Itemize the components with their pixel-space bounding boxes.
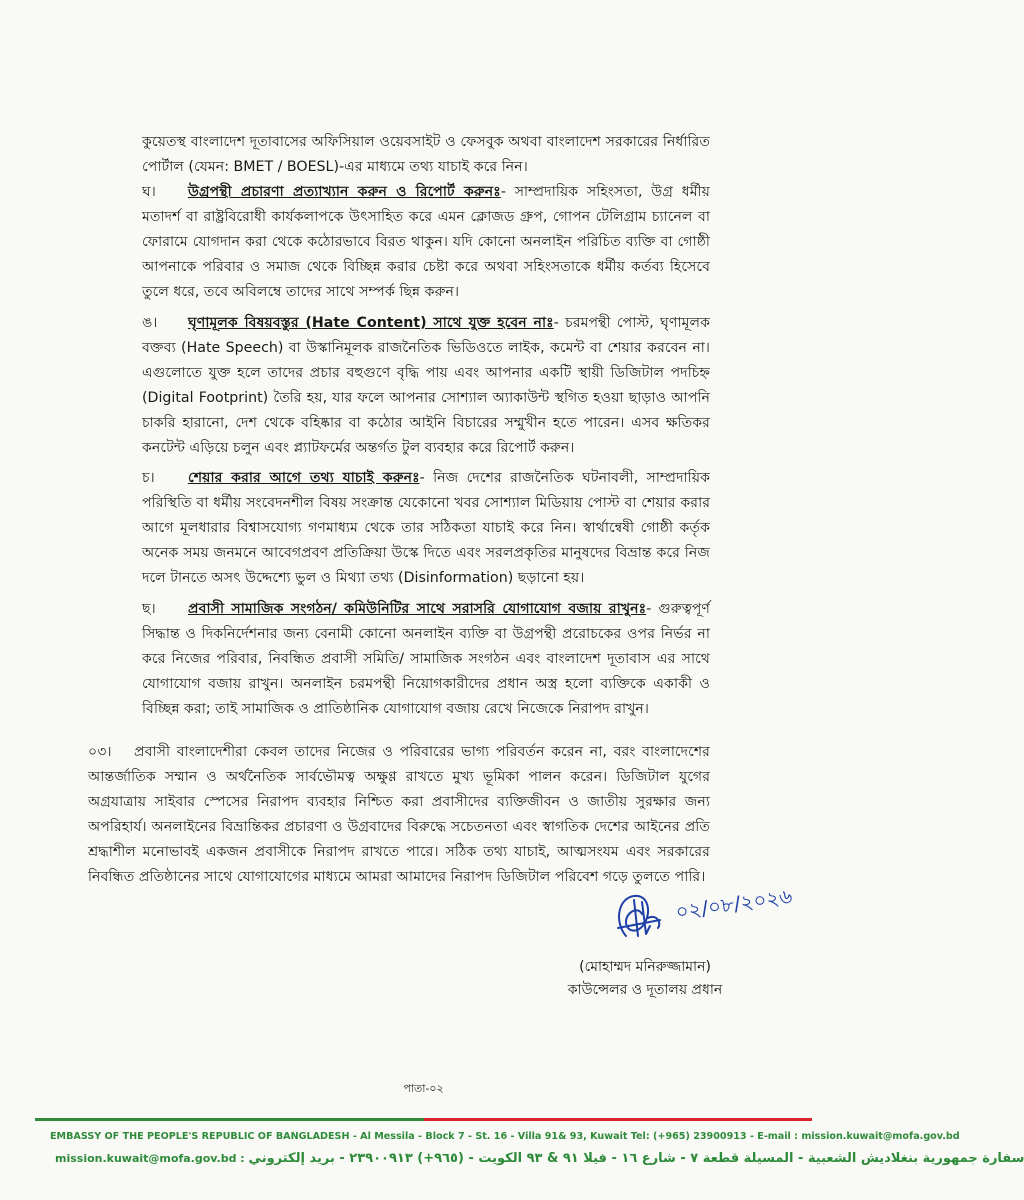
para-03	[88, 740, 710, 890]
intro-continuation	[142, 130, 710, 180]
signatory-name: (মোহাম্মদ মনিরুজ্জামান)	[579, 959, 711, 975]
intro-text: কুয়েতস্থ বাংলাদেশ দূতাবাসের অফিসিয়াল ওয়েবসাইট ও ফেসবুক অথবা বাংলাদেশ সরকারের নির্ধারিত পোর্টাল (যেমন: BMET / BOESL)-এর মাধ্যমে তথ্য যাচাই করে নিন।	[142, 134, 710, 175]
item-cha-marker: চ।	[142, 470, 155, 486]
item-chha-marker: ছ।	[142, 601, 156, 617]
item-cha-text: - নিজ দেশের রাজনৈতিক ঘটনাবলী, সাম্প্রদায়িক পরিস্থিতি বা ধর্মীয় সংবেদনশীল বিষয় সংক্রান্ত যেকোনো খবর সোশ্যাল মিডিয়ায় পোস্ট বা শেয়ার করার আগে মূলধারার বিশ্বাসযোগ্য গণমাধ্যম থেকে তার সঠিকতা যাচাই করে নিন। স্বার্থান্বেষী গোষ্ঠী কর্তৃক অনেক সময় জনমনে আবেগপ্রবণ প্রতিক্রিয়া উস্কে দিতে এবং সরলপ্রকৃতির মানুষদের বিভ্রান্ত করে নিজ দলে টানতে অসৎ উদ্দেশ্যে ভুল ও মিথ্যা তথ্য (Disinformation) ছড়ানো হয়।	[142, 470, 710, 586]
divider-green	[35, 1118, 424, 1121]
item-gha-marker: ঘ।	[142, 184, 156, 200]
item-chha	[142, 597, 710, 722]
footer-divider	[35, 1118, 812, 1121]
item-cha	[142, 466, 710, 591]
item-gha-text: - সাম্প্রদায়িক সহিংসতা, উগ্র ধর্মীয় মতাদর্শ বা রাষ্ট্রবিরোধী কার্যকলাপকে উৎসাহিত করে এমন ক্লোজড গ্রুপ, গোপন টেলিগ্রাম চ্যানেল বা ফোরামে যোগদান করা থেকে কঠোরভাবে বিরত থাকুন। যদি কোনো অনলাইন পরিচিত ব্যক্তি বা গোষ্ঠী আপনাকে পরিবার ও সমাজ থেকে বিচ্ছিন্ন করার চেষ্টা করে অথবা সহিংসতাকে ধর্মীয় কর্তব্য হিসেবে তুলে ধরে, তবে অবিলম্বে তাদের সাথে সম্পর্ক ছিন্ন করুন।	[142, 184, 710, 300]
page-number: পাতা-০২	[403, 1082, 444, 1095]
footer-email: mission.kuwait@mofa.gov.bd :	[55, 1152, 245, 1165]
item-cha-label: শেয়ার করার আগে তথ্য যাচাই করুনঃ	[188, 470, 420, 486]
item-gha	[142, 180, 710, 305]
item-uo-text: - চরমপন্থী পোস্ট, ঘৃণামূলক বক্তব্য (Hate Speech) বা উস্কানিমূলক রাজনৈতিক ভিডিওতে লাইক, কমেন্ট বা শেয়ার করবেন না। এগুলোতে যুক্ত হলে তাদের প্রচার বহুগুণে বৃদ্ধি পায় এবং আপনার একটি স্থায়ী ডিজিটাল পদচিহ্ন (Digital Footprint) তৈরি হয়, যার ফলে আপনার সোশ্যাল অ্যাকাউন্ট স্থগিত হওয়া ছাড়াও আপনি চাকরি হারানো, দেশ থেকে বহিষ্কার বা কঠোর আইনি বিচারের সম্মুখীন হতে পারেন। এসব ক্ষতিকর কনটেন্ট এড়িয়ে চলুন এবং প্ল্যাটফর্মের অন্তর্গত টুল ব্যবহার করে রিপোর্ট করুন।	[142, 315, 710, 456]
signatory-title: কাউন্সেলর ও দূতালয় প্রধান	[567, 982, 723, 998]
item-chha-label: প্রবাসী সামাজিক সংগঠন/ কমিউনিটির সাথে সরাসরি যোগাযোগ বজায় রাখুনঃ	[188, 601, 647, 617]
item-chha-text: - গুরুত্বপূর্ণ সিদ্ধান্ত ও দিকনির্দেশনার জন্য বেনামী কোনো অনলাইন ব্যক্তি বা উগ্রপন্থী প্ররোচকের ওপর নির্ভর না করে নিজের পরিবার, নিবন্ধিত প্রবাসী সমিতি/ সামাজিক সংগঠন এবং বাংলাদেশ দূতাবাস এর সাথে যোগাযোগ বজায় রাখুন। অনলাইন চরমপন্থী নিয়োগকারীদের প্রধান অস্ত্র হলো ব্যক্তিকে একাকী ও বিচ্ছিন্ন করা; তাই সামাজিক ও প্রাতিষ্ঠানিক যোগাযোগ বজায় রেখে নিজেকে নিরাপদ রাখুন।	[142, 601, 711, 717]
item-uo	[142, 311, 710, 461]
footer-arabic-line	[55, 1151, 1024, 1166]
divider-red	[424, 1118, 813, 1121]
para-03-marker: ০৩।	[88, 744, 112, 760]
item-uo-label: ঘৃণামূলক বিষয়বস্তুর (Hate Content) সাথে যুক্ত হবেন নাঃ	[188, 315, 554, 331]
footer-arabic-text: سفارة جمهورية بنغلاديش الشعبية - المسيلة قطعة ٧ - شارع ١٦ - فيلا ٩١ & ٩٣ الكويت - (٩٦٥+) ٢٣٩٠٠٩١٣ - بريد إلكتروني	[248, 1151, 1024, 1166]
item-gha-label: উগ্রপন্থী প্রচারণা প্রত্যাখ্যান করুন ও রিপোর্ট করুনঃ	[188, 184, 501, 200]
para-03-text: প্রবাসী বাংলাদেশীরা কেবল তাদের নিজের ও পরিবারের ভাগ্য পরিবর্তন করেন না, বরং বাংলাদেশের আন্তর্জাতিক সম্মান ও অর্থনৈতিক সার্বভৌমত্ব অক্ষুণ্ণ রাখতে মুখ্য ভূমিকা পালন করেন। ডিজিটাল যুগের অগ্রযাত্রায় সাইবার স্পেসের নিরাপদ ব্যবহার নিশ্চিত করা প্রবাসীদের ব্যক্তিজীবন ও জাতীয় সুরক্ষার জন্য অপরিহার্য। অনলাইনের বিভ্রান্তিকর প্রচারণা ও উগ্রবাদের বিরুদ্ধে সচেতনতা এবং স্বাগতিক দেশের আইনের প্রতি শ্রদ্ধাশীল মনোভাবই একজন প্রবাসীকে নিরাপদ রাখতে পারে। সঠিক তথ্য যাচাই, আত্মসংযম এবং সরকারের নিবন্ধিত প্রতিষ্ঠানের সাথে যোগাযোগের মাধ্যমে আমরা আমাদের নিরাপদ ডিজিটাল পরিবেশ গড়ে তুলতে পারি।	[88, 744, 710, 885]
signature-date: ০২/০৮/২০২৬	[673, 883, 794, 924]
footer-english: EMBASSY OF THE PEOPLE'S REPUBLIC OF BANGLADESH - Al Messila - Block 7 - St. 16 - Villa 91& 93, Kuwait Tel: (+965) 23900913 - E-mail : mission.kuwait@mofa.gov.bd	[50, 1131, 960, 1142]
signatory	[530, 956, 760, 1002]
item-uo-marker: ঙ।	[142, 315, 158, 331]
